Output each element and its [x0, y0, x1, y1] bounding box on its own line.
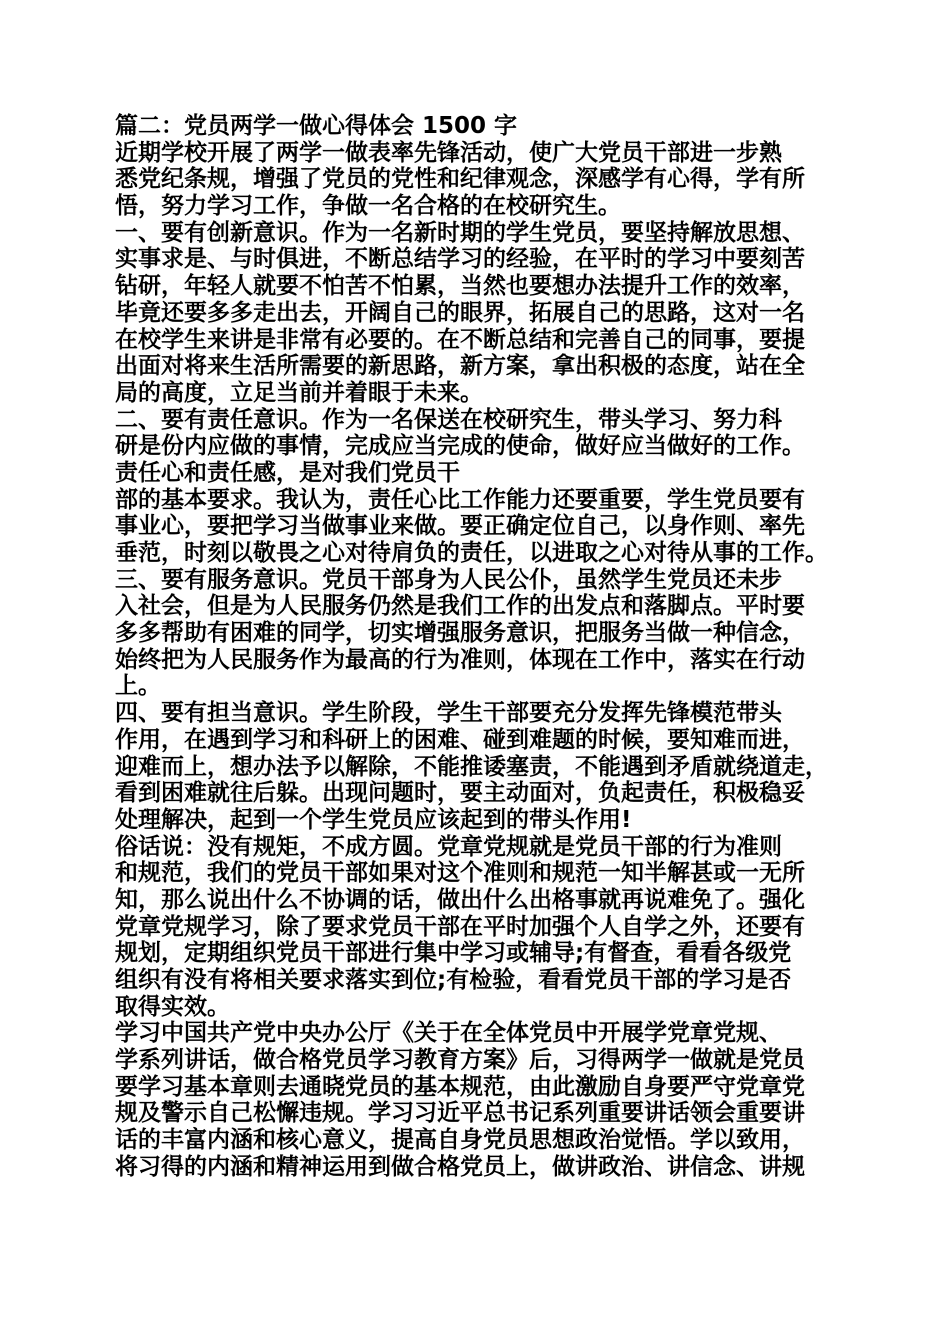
text-line: 出面对将来生活所需要的新思路，新方案，拿出积极的态度，站在全 — [115, 353, 805, 380]
text-line: 责任心和责任感，是对我们党员干 — [115, 459, 460, 486]
text-line: 二、要有责任意识。作为一名保送在校研究生，带头学习、努力科 — [115, 406, 782, 433]
text-line: 处理解决，起到一个学生党员应该起到的带头作用! — [115, 806, 632, 833]
document-page — [115, 113, 850, 1181]
text-line: 一、要有创新意识。作为一名新时期的学生党员，要坚持解放思想、 — [115, 219, 805, 246]
text-line: 事业心，要把学习当做事业来做。要正确定位自己，以身作则、率先 — [115, 513, 805, 540]
text-line: 作用，在遇到学习和科研上的困难、碰到难题的时候，要知难而进， — [115, 726, 805, 753]
text-line: 学系列讲话，做合格党员学习教育方案》后，习得两学一做就是党员 — [115, 1047, 805, 1074]
text-line: 上。 — [115, 673, 161, 700]
text-line: 将习得的内涵和精神运用到做合格党员上，做讲政治、讲信念、讲规 — [115, 1153, 805, 1180]
text-line: 入社会，但是为人民服务仍然是我们工作的出发点和落脚点。平时要 — [115, 593, 805, 620]
text-line: 在校学生来讲是非常有必要的。在不断总结和完善自己的同事，要提 — [115, 326, 805, 353]
text-line: 取得实效。 — [115, 993, 230, 1020]
text-line: 知，那么说出什么不协调的话，做出什么出格事就再说难免了。强化 — [115, 886, 805, 913]
text-line: 毕竟还要多多走出去，开阔自己的眼界，拓展自己的思路，这对一名 — [115, 299, 805, 326]
document-title: 篇二：党员两学一做心得体会 1500 字 — [115, 113, 518, 139]
text-line: 要学习基本章则去通晓党员的基本规范，由此激励自身要严守党章党 — [115, 1073, 805, 1100]
text-line: 党章党规学习，除了要求党员干部在平时加强个人自学之外，还要有 — [115, 913, 805, 940]
text-line: 规划，定期组织党员干部进行集中学习或辅导;有督查，看看各级党 — [115, 940, 792, 967]
text-line: 垂范，时刻以敬畏之心对待肩负的责任，以进取之心对待从事的工作。 — [115, 540, 828, 566]
text-line: 学习中国共产党中央办公厅《关于在全体党员中开展学党章党规、 — [115, 1020, 782, 1047]
text-line: 俗话说：没有规矩，不成方圆。党章党规就是党员干部的行为准则 — [115, 833, 782, 860]
text-line: 三、要有服务意识。党员干部身为人民公仆，虽然学生党员还未步 — [115, 566, 782, 593]
text-line: 始终把为人民服务作为最高的行为准则，体现在工作中，落实在行动 — [115, 646, 805, 673]
text-line: 多多帮助有困难的同学，切实增强服务意识，把服务当做一种信念， — [115, 620, 805, 647]
text-line: 四、要有担当意识。学生阶段，学生干部要充分发挥先锋模范带头 — [115, 700, 782, 727]
text-line: 实事求是、与时俱进，不断总结学习的经验，在平时的学习中要刻苦 — [115, 246, 805, 273]
text-line: 规及警示自己松懈违规。学习习近平总书记系列重要讲话领会重要讲 — [115, 1100, 805, 1127]
text-line: 部的基本要求。我认为，责任心比工作能力还要重要，学生党员要有 — [115, 486, 805, 513]
text-line: 钻研，年轻人就要不怕苦不怕累，当然也要想办法提升工作的效率， — [115, 273, 805, 300]
text-line: 悟，努力学习工作，争做一名合格的在校研究生。 — [115, 193, 621, 220]
text-line: 迎难而上，想办法予以解除，不能推诿塞责，不能遇到矛盾就绕道走， — [115, 753, 828, 780]
text-line: 组织有没有将相关要求落实到位;有检验，看看党员干部的学习是否 — [115, 967, 792, 993]
text-line: 局的高度，立足当前并着眼于未来。 — [115, 379, 483, 406]
text-line: 近期学校开展了两学一做表率先锋活动，使广大党员干部进一步熟 — [115, 139, 782, 166]
text-line: 话的丰富内涵和核心意义，提高自身党员思想政治觉悟。学以致用， — [115, 1127, 805, 1154]
text-line: 看到困难就往后躲。出现问题时，要主动面对，负起责任，积极稳妥 — [115, 780, 805, 807]
text-line: 研是份内应做的事情，完成应当完成的使命，做好应当做好的工作。 — [115, 433, 805, 460]
text-line: 和规范，我们的党员干部如果对这个准则和规范一知半解甚或一无所 — [115, 860, 805, 887]
text-line: 悉党纪条规，增强了党员的党性和纪律观念，深感学有心得，学有所 — [115, 166, 805, 193]
